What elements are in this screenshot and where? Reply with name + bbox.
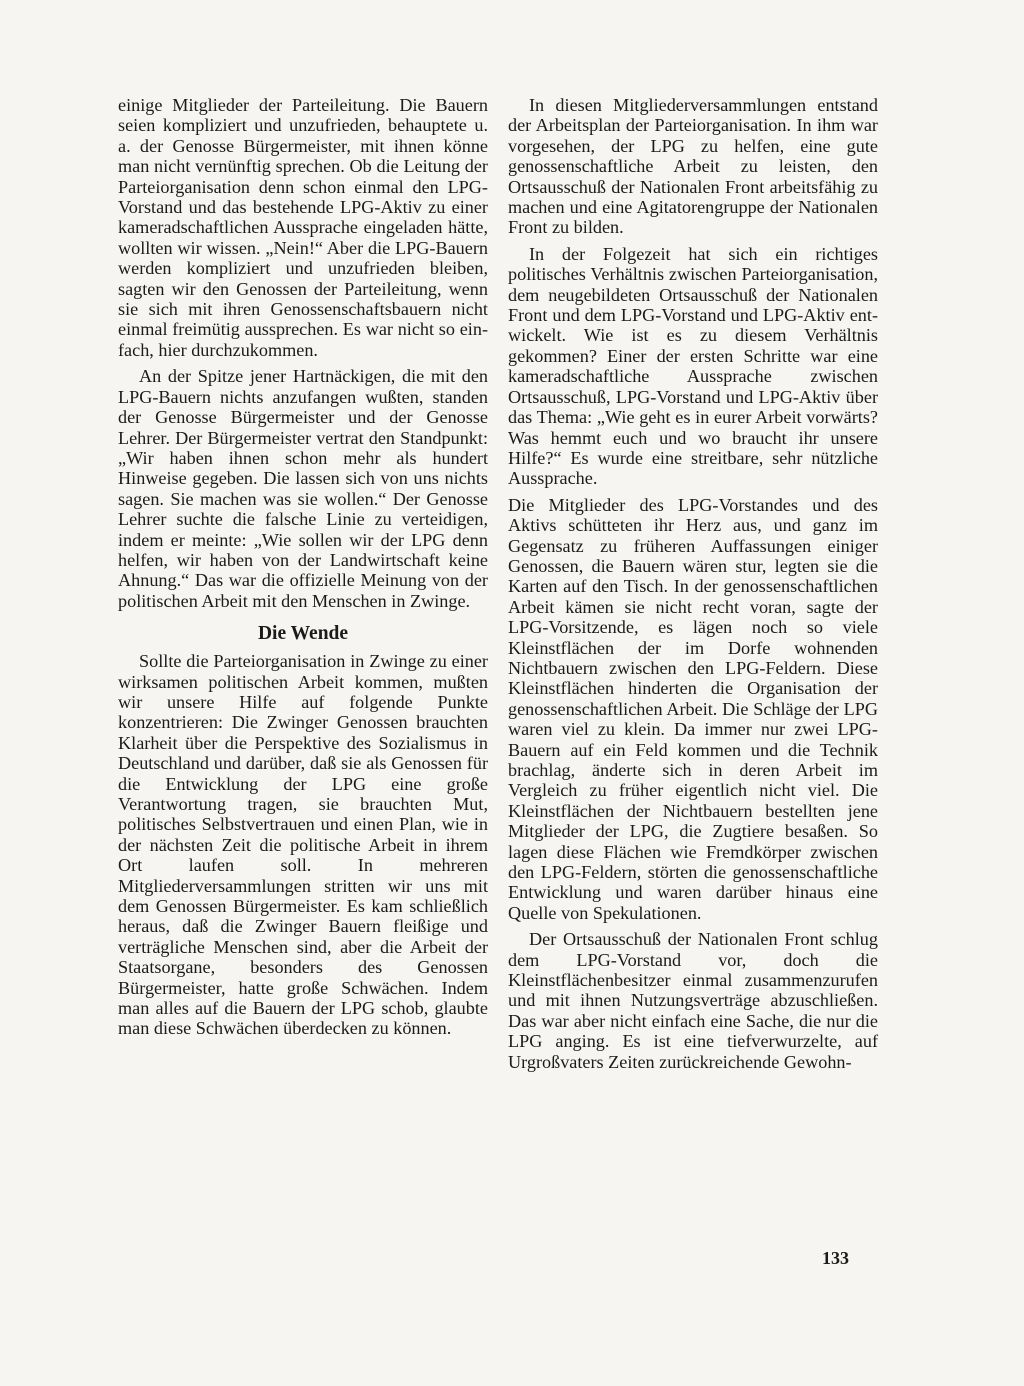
page-number: 133	[822, 1248, 849, 1268]
paragraph: In diesen Mitgliederversammlungen entstand der Arbeitsplan der Parteiorganisation. In ihm war vorgesehen, der LPG zu helfen, eine gute genossenschaftliche Arbeit zu leisten, den Ortsausschuß der Nationalen Front arbeitsfähig zu machen und eine Agitatorengruppe der Nationalen Front zu bilden.	[508, 95, 878, 238]
right-text-column	[508, 95, 878, 1072]
paragraph: In der Folgezeit hat sich ein richtiges politisches Verhältnis zwischen Parteiorganisation, dem neugebildeten Ortsausschuß der Nationalen Front und dem LPG-Vorstand und LPG-Aktiv entwickelt. Wie ist es zu diesem Verhältnis gekommen? Einer der ersten Schritte war eine kameradschaftliche Aussprache zwischen Ortsausschuß, LPG-Vorstand und LPG-Aktiv über das Thema: „Wie geht es in eurer Arbeit vorwärts? Was hemmt euch und wo braucht ihr unsere Hilfe?“ Es wurde eine streitbare, sehr nützliche Aussprache.	[508, 243, 878, 489]
paragraph: einige Mitglieder der Parteileitung. Die Bauern seien kompliziert und unzufrieden, behauptete u. a. der Genosse Bürgermeister, mit ihnen könne man nicht vernünftig sprechen. Ob die Leitung der Parteiorganisation denn schon einmal den LPG-Vorstand und das bestehende LPG-Aktiv zu einer kameradschaftlichen Aussprache eingeladen hätte, wollten wir wissen. „Nein!“ Aber die LPG-Bauern werden kompliziert und unzufrieden bleiben, sagten wir den Genossen der Parteileitung, wenn sie sich mit ihren Genossenschaftsbauern nicht einmal freimütig aussprechen. Es war nicht so einfach, hier durchzukommen.	[118, 95, 488, 360]
left-text-column	[118, 95, 488, 1039]
paragraph: Die Mitglieder des LPG-Vorstandes und des Aktivs schütteten ihr Herz aus, und ganz im Gegensatz zu früheren Auffassungen einiger Genossen, die Bauern wären stur, legten sie die Karten auf den Tisch. In der genossenschaftlichen Arbeit kämen sie nicht recht voran, sagte der LPG-Vorsitzende, es lägen noch so viele Kleinstflächen der im Dorfe wohnenden Nichtbauern zwischen den LPG-Feldern. Diese Kleinstflächen hinderten die Organisation der genossenschaftlichen Arbeit. Die Schläge der LPG waren viel zu klein. Da immer nur zwei LPG-Bauern auf ein Feld kommen und die Technik brachlag, änderte sich in deren Arbeit im Vergleich zu früher eigentlich nicht viel. Die Kleinstflächen der Nichtbauern bestellten jene Mitglieder der LPG, die Zugtiere besaßen. So lagen diese Flächen wie Fremdkörper zwischen den LPG-Feldern, störten die genossenschaftliche Entwicklung und waren darüber hinaus eine Quelle von Spekulationen.	[508, 494, 878, 923]
paragraph: Sollte die Parteiorganisation in Zwinge zu einer wirksamen politischen Arbeit kommen, mußten wir unsere Hilfe auf folgende Punkte konzentrieren: Die Zwinger Genossen brauchten Klarheit über die Perspektive des Sozialismus in Deutschland und darüber, daß sie als Genossen für die Entwicklung der LPG eine große Verantwortung tragen, sie brauchten Mut, politisches Selbstvertrauen und einen Plan, wie in der nächsten Zeit die politische Arbeit in ihrem Ort laufen soll. In mehreren Mitgliederversammlungen stritten wir uns mit dem Genossen Bürgermeister. Es kam schließlich heraus, daß die Zwinger Bauern fleißige und verträgliche Menschen sind, aber die Arbeit der Staatsorgane, besonders des Genossen Bürgermeister, hatte große Schwächen. Indem man alles auf die Bauern der LPG schob, glaubte man diese Schwächen überdecken zu können.	[118, 651, 488, 1039]
paragraph: Der Ortsausschuß der Nationalen Front schlug dem LPG-Vorstand vor, doch die Kleinstflächenbesitzer einmal zusammenzurufen und mit ihnen Nutzungsverträge abzuschließen. Das war aber nicht einfach eine Sache, die nur die LPG anging. Es ist eine tiefverwurzelte, auf Urgroßvaters Zeiten zurückreichende Gewohn-	[508, 929, 878, 1072]
paragraph: An der Spitze jener Hartnäckigen, die mit den LPG-Bauern nichts anzufangen wußten, standen der Genosse Bürgermeister und der Genosse Lehrer. Der Bürgermeister vertrat den Standpunkt: „Wir haben ihnen schon mehr als hundert Hinweise gegeben. Die lassen sich von uns nichts sagen. Sie machen was sie wollen.“ Der Genosse Lehrer suchte die falsche Linie zu verteidigen, indem er meinte: „Wie sollen wir der LPG denn helfen, wir haben von der Landwirtschaft keine Ahnung.“ Das war die offizielle Meinung von der politischen Arbeit mit den Menschen in Zwinge.	[118, 366, 488, 611]
section-heading: Die Wende	[257, 623, 349, 645]
